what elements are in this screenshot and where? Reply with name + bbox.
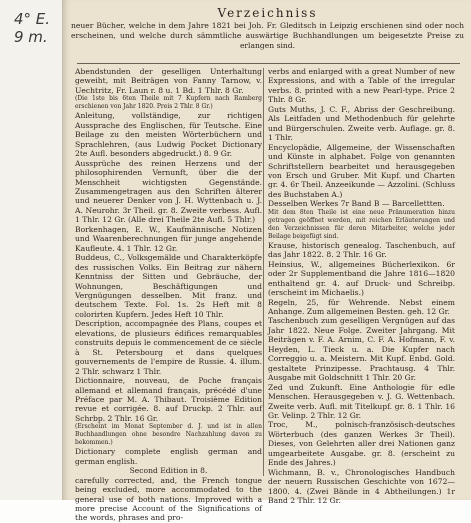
margin-note-1: 4° E. (14, 10, 51, 28)
catalogue-entry: Zed und Zukunft. Eine Anthologie für edle Menschen. Herausgegeben v. J. G. Wettenbach. Zweite verb. Aufl. mit Titelkupf. gr. 8. 1 Thlr. 16 Gr. Velinp. 2 Thlr. 12 Gr. (268, 382, 455, 420)
catalogue-entry: Troc, M., polnisch-französisch-deutsches Wörterbuch (des ganzen Werkes 3r Theil). Dieses, von Gelehrten aller drei Nationen ganz umgearbeitete Ausgabe. gr. 8. (erscheint zu Ende des Jahres.) (268, 420, 455, 468)
catalogue-entry: Wichmann, B. v., Chronologisches Handbuch der neuern Russischen Geschichte von 1672—1800. 4. (Zwei Bände in 4 Abtheilungen.) 1r Band 2 Thlr. 12 Gr. (268, 467, 455, 506)
catalogue-entry: Aussprüche des reinen Herzens und der philosophirenden Vernunft, über die der Menschheit wichtigsten Gegenstände. Zusammengetragen aus den Schriften älterer und neuerer Denker von J. H. Wyttenbach u. J. A. Neurohr. 3r Theil. gr. 8. Zweite verbess. Aufl. 1 Thlr. 12 Gr. (Alle drei Theile 2te Aufl. 5 Thlr.) (75, 158, 262, 225)
catalogue-entry: Abendstunden der geselligen Unterhaltung geweiht, mit Beiträgen von Fanny Tarnow, v. Uechtritz, Fr. Laun r. 8 u. 1 Bd. 1 Thlr. 8 Gr. (75, 67, 262, 95)
catalogue-entry: carefully corrected, and, the French tongue being excluded, more accommodated to the general use of both nations. Improved with a more precise Account of the Significations of the words, phrases and pro- (75, 475, 262, 523)
catalogue-entry: Dictionary complete english german and german english. (75, 447, 262, 466)
page-header (71, 6, 464, 51)
header-rule (77, 63, 460, 64)
catalogue-entry: (Die 1ste bis 6ten Theile mit 7 Kupfern nach Ramberg erschienen von Jahr 1820. Preis 2 Thlr. 8 Gr.) (75, 95, 262, 111)
catalogue-entry: Mit dem 8ten Theile ist eine neue Pränumeration hinzu getragen geöffnet werden, mit reichen Erläuterungen und den Verzeichnissen für deren Mitarbeiter, welche jeder Beilage beigefügt sind. (268, 208, 455, 240)
catalogue-entry: verbs and enlarged with a great Number of new Expressions, and with a Table of the irregular verbs. 8. printed with a new Pearl-type. Price 2 Thlr. 8 Gr. (268, 67, 455, 105)
catalogue-entry: Desselben Werkes 7r Band B — Barcellettten. (268, 199, 445, 209)
margin-note-2: 9 m. (14, 28, 48, 46)
catalogue-entry: Dictionnaire, nouveau, de Poche français allemand et allemand français, précédé d'une Préface par M. A. Thibaut. Troisième Edition revue et corrigée. 8. auf Druckp. 2 Thlr. auf Schrbp. 2 Thlr. 16 Gr. (75, 376, 262, 423)
catalogue-entry: Borkenhagen, E. W., Kaufmännische Notizen und Waarenberechnungen für junge angehende Kaufleute. 4. 1 Thlr. 12 Gr. (75, 224, 262, 253)
catalogue-entry: Krause, historisch genealog. Taschenbuch, auf das Jahr 1822. 8. 2 Thlr. 16 Gr. (268, 240, 455, 260)
catalogue-entry: Anleitung, vollständige, zur richtigen Aussprache des Englischen, für Teutsche. Eine Beilage zu den meisten Wörterbüchern und Sprachlehren, (aus Ludwig Pocket Dictionary 2te Aufl. besonders abgedruckt.) 8. 9 Gr. (75, 111, 262, 159)
catalogue-entry: Encyclopädie, Allgemeine, der Wissenschaften und Künste in alphabet. Folge von genannten Schriftstellern bearbeitet und herausgegeben von Ersch und Gruber. Mit Kupf. und Charten gr. 4. 6r Theil. Anzeeikunde — Azzolini. (Schluss des Buchstaben A.) (268, 142, 455, 199)
right-column (268, 67, 455, 505)
catalogue-entry: Buddeus, C., Volksgemälde und Charakterköpfe des russischen Volks. Ein Beitrag zur nähern Kenntniss der Sitten und Gebräuche, der Wohnungen, Beschäftigungen und Vergnügungen desselben. Mit franz. und deutschem Texte. Fol. 1s. 2s Heft mit 8 colorirten Kupfern. Jedes Heft 10 Thlr. (75, 253, 262, 319)
catalogue-entry: Guts Muths, J. C. F., Abriss der Geschreibung. Als Leitfaden und Methodenbuch für gelehrte und Bürgerschulen. Zweite verb. Auflage. gr. 8. 1 Thlr. (268, 104, 455, 143)
page-title: Verzeichniss (217, 6, 318, 20)
page-intro: neuer Bücher, welche in dem Jahre 1821 bei Joh. Fr. Gleditsch in Leipzig erschienen sind oder noch erscheinen, und welche durch sämmtliche auswärtige Buchhandlungen um beigesetzte Preise zu erlangen sind. (71, 21, 464, 50)
catalogue-page (62, 0, 471, 523)
catalogue-entry: Regeln, 25, für Wehrende. Nebst einem Anhange. Zum allgemeinen Besten. geh. 12 Gr. (268, 297, 455, 316)
left-page-strip (0, 0, 62, 500)
left-column (75, 67, 262, 523)
column-divider (263, 68, 264, 476)
catalogue-entry: Taschenbuch zum geselligen Vergnügen auf das Jahr 1822. Neue Folge. Zweiter Jahrgang. Mit Beiträgen v. F. A. Arnim, C. F. A. Hofmann, F. v. Heyden, L. Tieck u. a. Die Kupfer nach Correggio u. a. Meistern. Mit Kupf. Enbd. Gold. gestaltete Prinzipesse. Prachtausg. 4 Thlr. Ausgabe mit Goldschnitt 1 Thlr. 20 Gr. (268, 316, 455, 383)
catalogue-entry: Heinsius, W., allgemeines Bücherlexikon. 6r oder 2r Supplementband die Jahre 1816—1820 enthaltend gr. 4. auf Druck- und Schreibp. (erscheint im Michaelis.) (268, 259, 455, 298)
catalogue-entry: (Erscheint im Monat September d. J. und ist in allen Buchhandlungen ohne besondre Nachzahlung davon zu bekommen.) (75, 423, 262, 447)
catalogue-entry: Second Edition in 8. (129, 466, 208, 476)
catalogue-entry: Description, accompagnée des Plans, coupes et elevations, de plusieurs édifices remarquables construits depuis le commencement de ce siècle à St. Petersbourg et dans quelques gouvernements de l'empire de Russie. 4. illum. 2 Thlr. schwarz 1 Thlr. (75, 319, 262, 376)
